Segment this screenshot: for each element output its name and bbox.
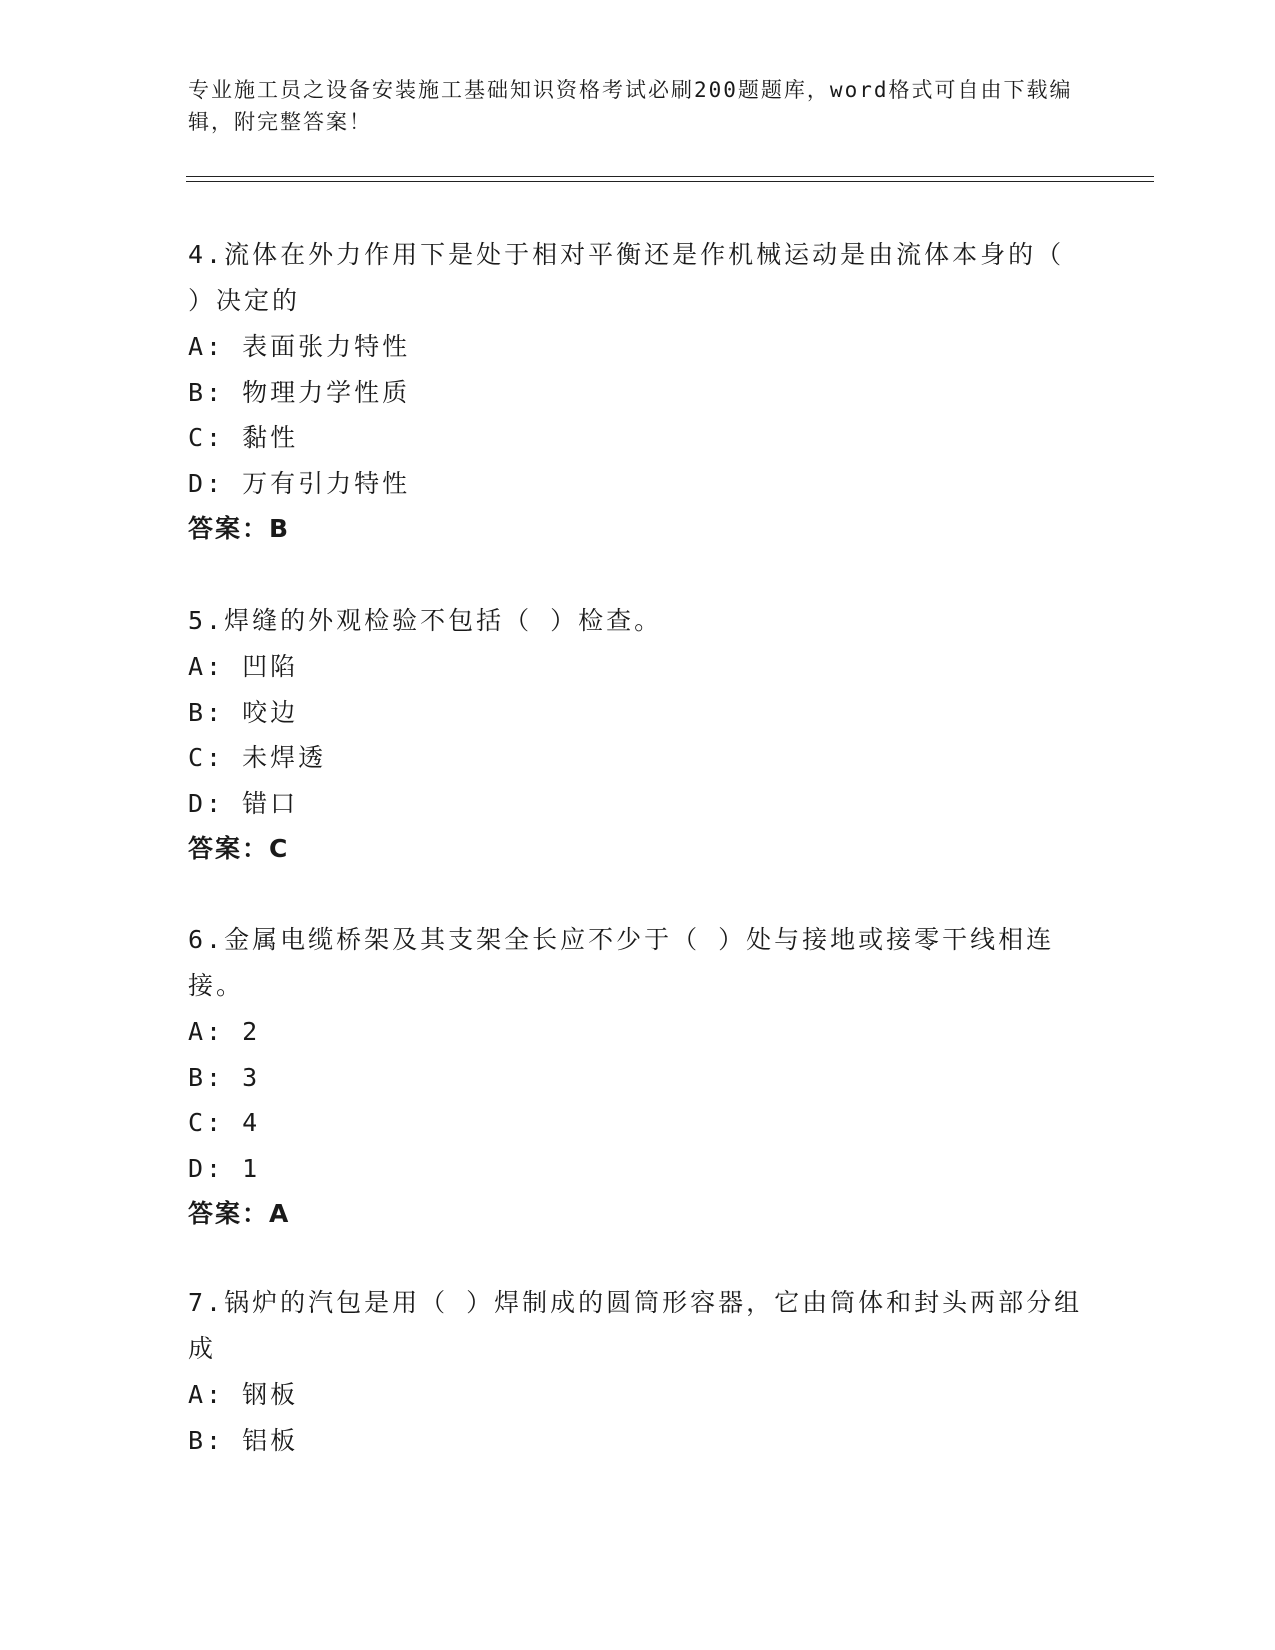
option-c: C: 未焊透 <box>188 743 327 772</box>
answer-label: 答案：B <box>188 514 291 543</box>
header-divider-bottom <box>186 181 1154 182</box>
option-a: A: 凹陷 <box>188 652 299 681</box>
document-header: 专业施工员之设备安装施工基础知识资格考试必刷200题题库，word格式可自由下载编辑，附完整答案！ <box>188 78 1073 134</box>
question-block <box>188 598 1088 872</box>
option-a: A: 钢板 <box>188 1380 299 1409</box>
question-stem: 5.焊缝的外观检验不包括（ ）检查。 <box>188 606 663 635</box>
option-b: B: 物理力学性质 <box>188 377 411 407</box>
question-block <box>188 1280 1088 1463</box>
question-block <box>188 917 1088 1237</box>
option-b: B: 铝板 <box>188 1425 299 1455</box>
option-b: B: 咬边 <box>188 697 299 727</box>
option-c: C: 黏性 <box>188 423 299 452</box>
question-stem: 7.锅炉的汽包是用（ ）焊制成的圆筒形容器，它由筒体和封头两部分组成 <box>188 1288 1083 1363</box>
option-d: D: 错口 <box>188 788 299 818</box>
option-d: D: 万有引力特性 <box>188 468 411 498</box>
option-c: C: 4 <box>188 1108 261 1137</box>
option-b: B: 3 <box>188 1062 261 1092</box>
question-block <box>188 232 1088 552</box>
header-divider-top <box>186 176 1154 177</box>
answer-label: 答案：A <box>188 1199 291 1228</box>
question-stem: 6.金属电缆桥架及其支架全长应不少于（ ）处与接地或接零干线相连接。 <box>188 925 1055 1000</box>
option-a: A: 表面张力特性 <box>188 332 411 361</box>
question-stem: 4.流体在外力作用下是处于相对平衡还是作机械运动是由流体本身的（ ）决定的 <box>188 240 1065 315</box>
answer-label: 答案：C <box>188 834 290 863</box>
option-a: A: 2 <box>188 1017 261 1046</box>
option-d: D: 1 <box>188 1153 261 1183</box>
